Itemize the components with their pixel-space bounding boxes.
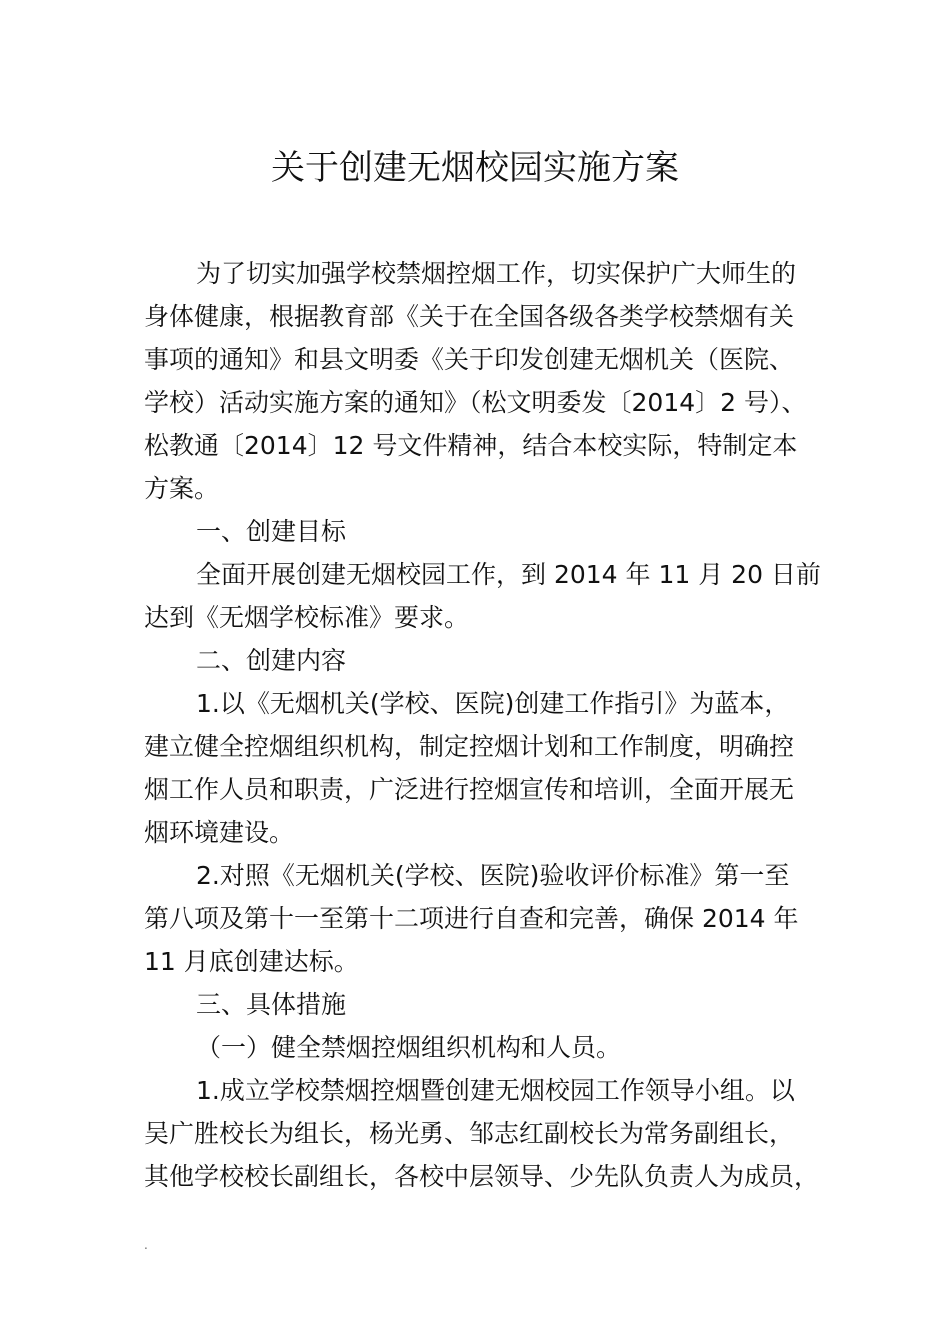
footer-mark: . (144, 1238, 148, 1252)
text-line: 2.对照《无烟机关(学校、医院)验收评价标准》第一至 (196, 861, 790, 890)
text-line: 其他学校校长副组长，各校中层领导、少先队负责人为成员， (144, 1162, 820, 1191)
text-line: 为了切实加强学校禁烟控烟工作，切实保护广大师生的 (196, 259, 797, 288)
paragraph-content-2 (144, 854, 810, 983)
text-line: 第八项及第十一至第十二项进行自查和完善，确保 2014 年 (144, 904, 799, 933)
text-line: 1.成立学校禁烟控烟暨创建无烟校园工作领导小组。以 (196, 1076, 795, 1105)
section-heading-goal (144, 510, 810, 553)
subsection-heading-organization (144, 1026, 810, 1069)
text-line: 吴广胜校长为组长，杨光勇、邹志红副校长为常务副组长， (144, 1119, 795, 1148)
text-line: 方案。 (144, 474, 220, 503)
paragraph-goal (144, 553, 821, 639)
section-heading-measures (144, 983, 810, 1026)
text-line: 一、创建目标 (196, 517, 347, 546)
text-line: 事项的通知》和县文明委《关于印发创建无烟机关（医院、 (144, 345, 795, 374)
text-line: 身体健康，根据教育部《关于在全国各级各类学校禁烟有关 (144, 302, 795, 331)
text-line: 二、创建内容 (196, 646, 347, 675)
document-title: 关于创建无烟校园实施方案 (271, 148, 679, 188)
text-line: 松教通〔2014〕12 号文件精神，结合本校实际，特制定本 (144, 431, 798, 460)
section-heading-content (144, 639, 810, 682)
text-line: 学校）活动实施方案的通知》（松文明委发〔2014〕2 号）、 (144, 388, 807, 417)
text-line: 建立健全控烟组织机构，制定控烟计划和工作制度，明确控 (144, 732, 795, 761)
text-line: 11 月底创建达标。 (144, 947, 359, 976)
text-line: 烟工作人员和职责，广泛进行控烟宣传和培训，全面开展无 (144, 775, 795, 804)
paragraph-content-1 (144, 682, 810, 854)
text-line: 三、具体措施 (196, 990, 347, 1019)
text-line: 全面开展创建无烟校园工作，到 2014 年 11 月 20 日前 (196, 560, 821, 589)
text-line: 烟环境建设。 (144, 818, 295, 847)
paragraph-intro (144, 252, 810, 510)
text-line: 1.以《无烟机关(学校、医院)创建工作指引》为蓝本， (196, 689, 790, 718)
paragraph-measures-1 (144, 1069, 820, 1198)
text-line: （一）健全禁烟控烟组织机构和人员。 (196, 1033, 622, 1062)
text-line: 达到《无烟学校标准》要求。 (144, 603, 470, 632)
document-body (144, 252, 821, 1198)
